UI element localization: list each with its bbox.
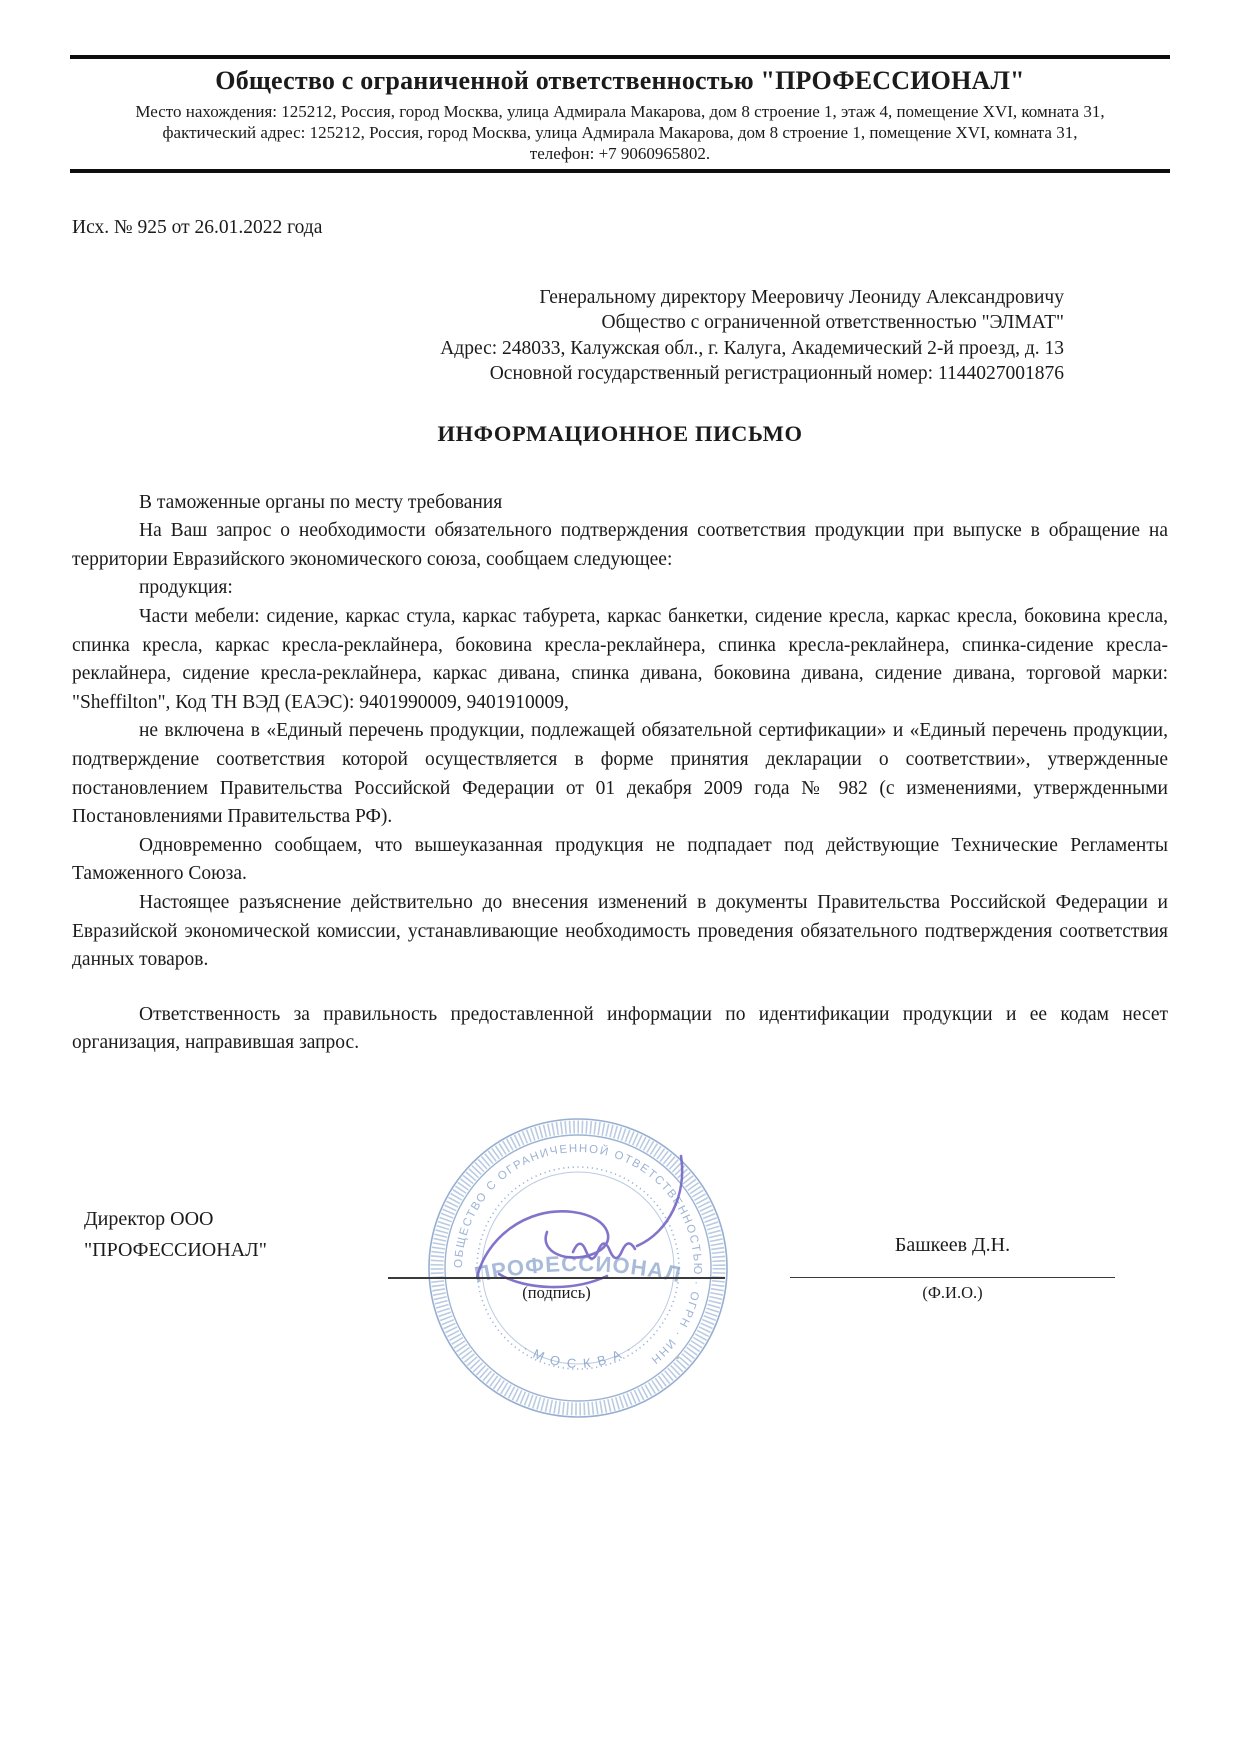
name-line <box>790 1277 1115 1278</box>
scan-artifact-dot <box>676 1356 679 1359</box>
body-paragraph-1: В таможенные органы по месту требования <box>139 491 503 513</box>
signature-line <box>388 1277 725 1279</box>
addressee-director: Генеральному директору Мееровичу Леониду Александровичу <box>539 287 1064 308</box>
stamp-ring-text: ОБЩЕСТВО С ОГРАНИЧЕННОЙ ОТВЕТСТВЕННОСТЬЮ · ОГРН · ИНН <box>452 1142 704 1367</box>
body-paragraph-5: не включена в «Единый перечень продукции, подлежащей обязательной сертификации» и «Единый перечень продукции, подтверждение соответствия которой осуществляется в форме принятия декларации о соответствии», утвержденные постановлением Правительства Российской Федерации от 01 декабря 2009 года № 982 (с изменениями, утвержденными Постановлениями Правительства РФ). <box>72 720 1168 828</box>
letterhead <box>70 55 1170 173</box>
signer-name: Башкеев Д.Н. <box>894 1234 1011 1256</box>
addressee-block <box>72 285 1064 387</box>
body-paragraph-4: Части мебели: сидение, каркас стула, каркас табурета, каркас банкетки, сидение кресла, каркас кресла, боковина кресла, спинка кресла, каркас кресла-реклайнера, боковина кресла-реклайнера, спинка кресла-реклайнера, спинка-сидение кресла-реклайнера, сидение кресла-реклайнера, каркас дивана, спинка дивана, боковина дивана, сидение дивана, торговой марки: "Sheffilton", Код ТН ВЭД (ЕАЭС): 9401990009, 9401910009, <box>72 606 1168 713</box>
document-title: ИНФОРМАЦИОННОЕ ПИСЬМО <box>437 420 803 446</box>
body-paragraph-7: Настоящее разъяснение действительно до внесения изменений в документы Правительства Российской Федерации и Евразийской экономической комиссии, устанавливающие необходимость проведения обязательного подтверждения соответствия данных товаров. <box>72 891 1168 971</box>
signature-caption: (подпись) <box>522 1283 591 1302</box>
stamp-center-text: ПРОФЕССИОНАЛ <box>472 1250 684 1288</box>
handwritten-signature <box>455 1128 705 1298</box>
signer-title-line-1: Директор ООО <box>84 1208 214 1230</box>
outgoing-ref-line: Исх. № 925 от 26.01.2022 года <box>72 217 323 238</box>
body-paragraph-8: Ответственность за правильность предоставленной информации по идентификации продукции и ее кодам несет организация, направившая запрос. <box>72 1003 1168 1054</box>
letterhead-address-line-2: фактический адрес: 125212, Россия, город Москва, улица Адмирала Макарова, дом 8 строение 1, помещение XVI, комната 31, <box>162 123 1078 142</box>
body-paragraph-3: продукция: <box>139 577 233 599</box>
addressee-ogrn: Основной государственный регистрационный номер: 1144027001876 <box>489 363 1064 385</box>
stamp-city-text: · М О С К В А · <box>520 1340 636 1372</box>
signer-title-block <box>84 1204 267 1266</box>
letterhead-phone-line: телефон: +7 9060965802. <box>529 144 711 163</box>
addressee-address: Адрес: 248033, Калужская обл., г. Калуга, Академический 2-й проезд, д. 13 <box>440 337 1064 359</box>
letterhead-address-line-1: Место нахождения: 125212, Россия, город Москва, улица Адмирала Макарова, дом 8 строение 1, этаж 4, помещение XVI, комната 31, <box>135 102 1105 121</box>
letter-body <box>72 489 1168 1058</box>
name-caption: (Ф.И.О.) <box>922 1283 983 1302</box>
addressee-company: Общество с ограниченной ответственностью "ЭЛМАТ" <box>601 312 1064 334</box>
body-paragraph-6: Одновременно сообщаем, что вышеуказанная продукция не подпадает под действующие Технические Регламенты Таможенного Союза. <box>72 834 1168 885</box>
svg-text:· М О С К В А · <box>520 1340 636 1371</box>
signer-title-line-2: "ПРОФЕССИОНАЛ" <box>84 1239 267 1261</box>
body-paragraph-2: На Ваш запрос о необходимости обязательного подтверждения соответствия продукции при выпуске в обращение на территории Евразийского экономического союза, сообщаем следующее: <box>72 520 1168 570</box>
company-title: Общество с ограниченной ответственностью "ПРОФЕССИОНАЛ" <box>215 66 1025 95</box>
